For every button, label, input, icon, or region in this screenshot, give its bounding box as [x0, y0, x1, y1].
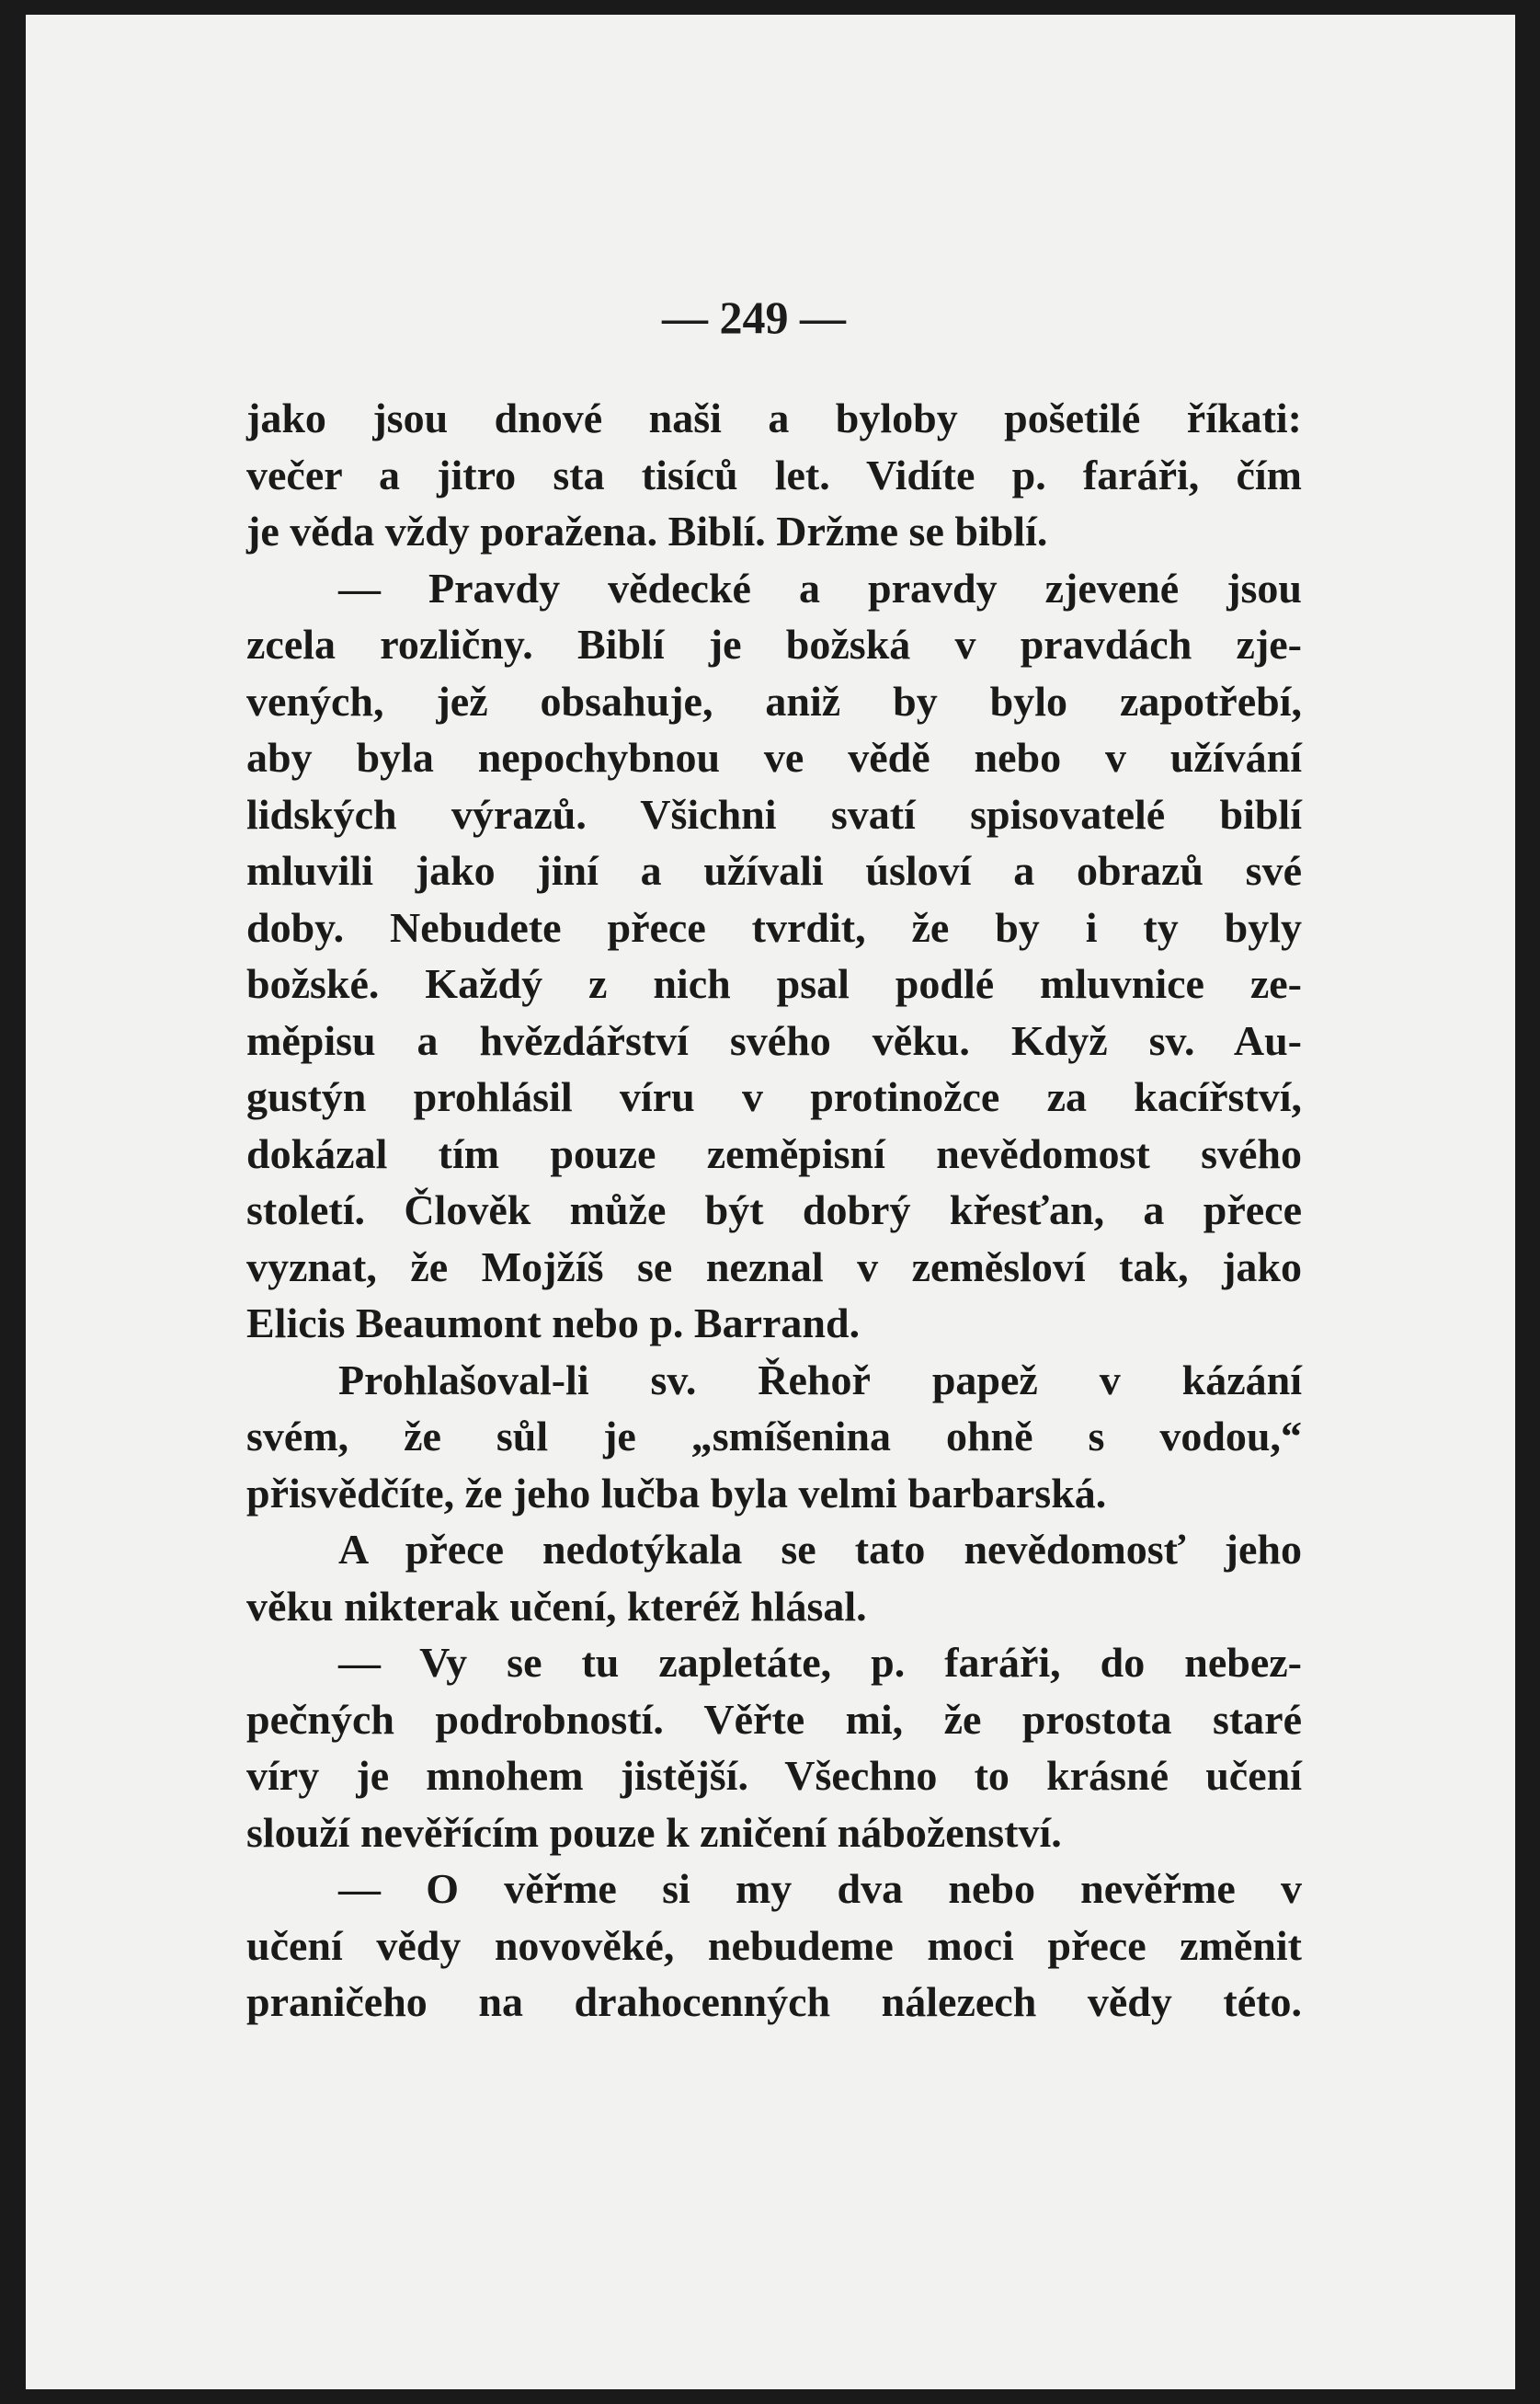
text-line: Elicis Beaumont nebo p. Barrand.	[246, 1299, 861, 1346]
text-line: doby. Nebudete přece tvrdit, že by i ty byly	[246, 903, 1302, 951]
text-line: praničeho na drahocenných nálezech vědy této.	[246, 1978, 1302, 2025]
text-line: měpisu a hvězdářství svého věku. Když sv. Au-	[246, 1016, 1302, 1064]
text-line: je věda vždy poražena. Biblí. Držme se biblí.	[246, 508, 1048, 555]
text-line: aby byla nepochybnou ve vědě nebo v užívání	[246, 734, 1302, 781]
text-line: božské. Každý z nich psal podlé mluvnice ze-	[246, 960, 1302, 1007]
text-line: věku nikterak učení, kteréž hlásal.	[246, 1582, 867, 1630]
text-line: lidských výrazů. Všichni svatí spisovatelé biblí	[246, 790, 1302, 838]
text-body	[246, 390, 1302, 2031]
text-line: jako jsou dnové naši a byloby pošetilé říkati:	[246, 395, 1302, 441]
text-line: víry je mnohem jistější. Všechno to krásné učení	[246, 1752, 1302, 1799]
text-line: gustýn prohlásil víru v protinožce za kacířství,	[246, 1073, 1302, 1120]
text-line: přisvědčíte, že jeho lučba byla velmi barbarská.	[246, 1469, 1107, 1517]
text-line: zcela rozličny. Biblí je božská v pravdách zje-	[246, 621, 1302, 668]
page-number: — 249 —	[662, 292, 846, 343]
text-line: A přece nedotýkala se tato nevědomosť jeho	[338, 1526, 1302, 1573]
text-line: mluvili jako jiní a užívali úsloví a obrazů své	[246, 847, 1302, 894]
text-line: večer a jitro sta tisíců let. Vidíte p. faráři, čím	[246, 451, 1302, 498]
text-line: — Pravdy vědecké a pravdy zjevené jsou	[338, 564, 1302, 612]
text-line: — O věřme si my dva nebo nevěřme v	[338, 1865, 1302, 1912]
text-line: svém, že sůl je „smíšenina ohně s vodou,“	[246, 1413, 1302, 1460]
book-page	[26, 15, 1515, 2389]
text-line: dokázal tím pouze zeměpisní nevědomost svého	[246, 1129, 1302, 1177]
text-line: pečných podrobností. Věřte mi, že prostota staré	[246, 1695, 1302, 1743]
text-line: století. Člověk může být dobrý křesťan, a přece	[246, 1186, 1302, 1233]
text-line: učení vědy novověké, nebudeme moci přece změnit	[246, 1921, 1302, 1969]
text-line: — Vy se tu zapletáte, p. faráři, do nebez-	[338, 1639, 1302, 1686]
text-line: vyznat, že Mojžíš se neznal v zeměsloví tak, jako	[246, 1242, 1302, 1290]
text-line: vených, jež obsahuje, aniž by bylo zapotřebí,	[246, 677, 1302, 725]
text-line: Prohlašoval-li sv. Řehoř papež v kázání	[338, 1356, 1302, 1403]
text-line: slouží nevěřícím pouze k zničení náboženství.	[246, 1808, 1062, 1856]
